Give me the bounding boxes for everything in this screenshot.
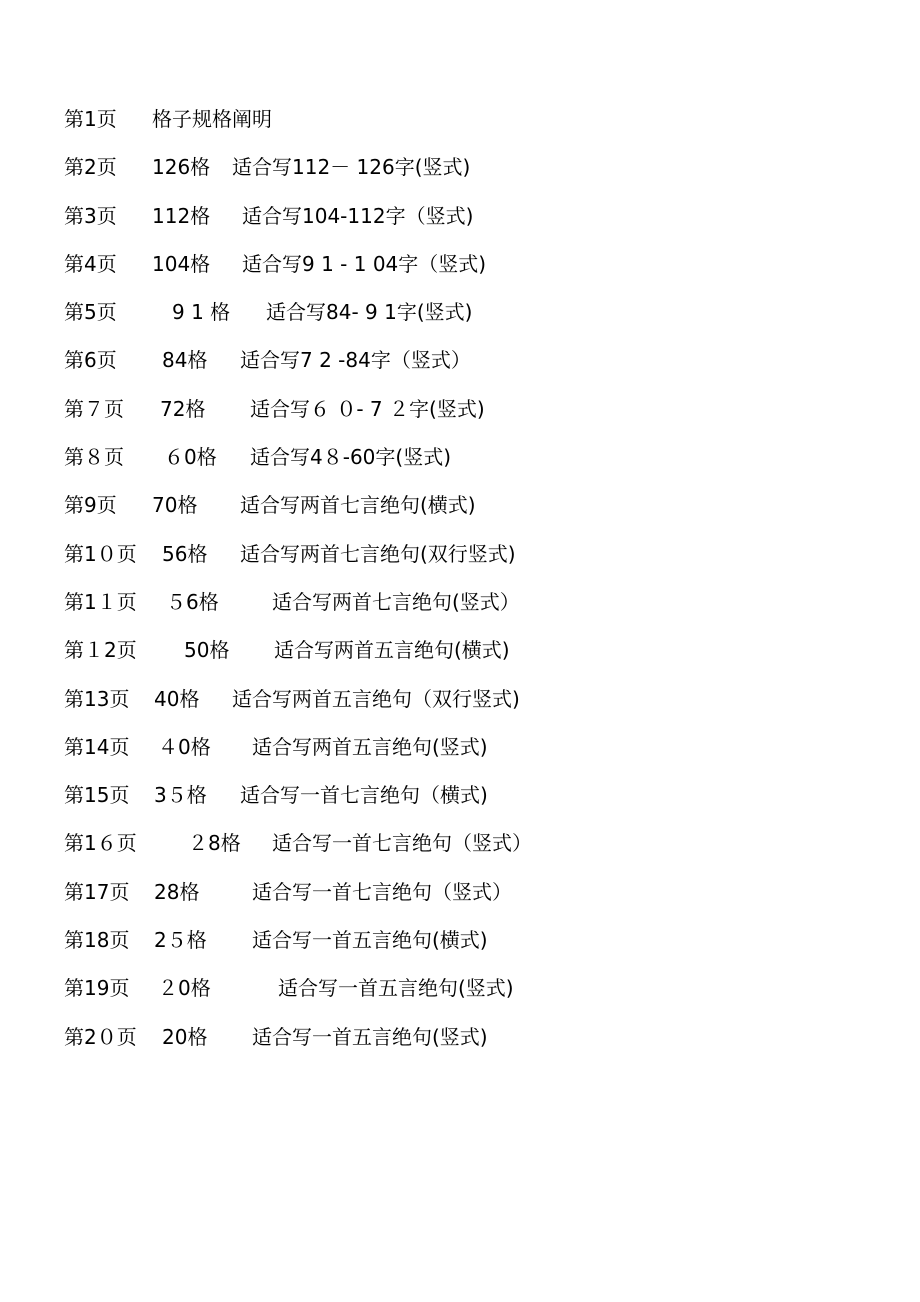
- list-item: [64, 103, 864, 151]
- list-item: [64, 200, 864, 248]
- grid-count: 70格: [152, 493, 198, 518]
- grid-count: ２0格: [158, 976, 211, 1001]
- list-item: [64, 393, 864, 441]
- page-number: 第８页: [64, 445, 124, 470]
- page-number: 第1页: [64, 107, 117, 131]
- list-item: [64, 441, 864, 489]
- grid-count: ４0格: [158, 734, 211, 759]
- list-item: [64, 779, 864, 827]
- page-number: 第13页: [64, 686, 130, 711]
- list-item: [64, 538, 864, 586]
- description: 适合写一首七言绝句（竖式）: [252, 879, 512, 904]
- grid-count: ５6格: [166, 589, 219, 614]
- description: 适合写两首七言绝句(横式): [240, 493, 476, 518]
- page-number: 第17页: [64, 879, 130, 904]
- page-number: 第19页: [64, 976, 130, 1001]
- description: 适合写两首五言绝句(竖式): [252, 734, 488, 759]
- page-number: 第5页: [64, 300, 117, 325]
- page-number: 第3页: [64, 203, 117, 228]
- description: 适合写６ ０- 7 ２字(竖式): [250, 396, 485, 421]
- list-item: [64, 248, 864, 296]
- grid-count: 56格: [162, 541, 208, 566]
- page-number: 第７页: [64, 396, 124, 421]
- list-item: [64, 634, 864, 682]
- page-number: 第2页: [64, 155, 117, 180]
- description: 适合写84- 9 1字(竖式): [266, 300, 473, 325]
- description: 适合写一首七言绝句（横式): [240, 783, 488, 808]
- grid-count: 84格: [162, 348, 208, 373]
- list-item: [64, 827, 864, 875]
- page-number: 第1１页: [64, 589, 137, 614]
- description: 适合写一首七言绝句（竖式）: [272, 831, 532, 856]
- grid-count: 9 1 格: [172, 300, 231, 325]
- page-number: 第2０页: [64, 1024, 137, 1049]
- grid-count: 72格: [160, 396, 206, 421]
- page-number: 第1６页: [64, 831, 137, 856]
- grid-count: 126格: [152, 155, 211, 180]
- list-item: [64, 683, 864, 731]
- list-item: [64, 1021, 864, 1069]
- grid-count: ２8格: [188, 831, 241, 856]
- grid-count: 2５格: [154, 928, 207, 953]
- page-number: 第6页: [64, 348, 117, 373]
- description: 适合写112－ 126字(竖式): [232, 155, 471, 180]
- grid-count: 3５格: [154, 783, 207, 808]
- grid-count: 格子规格阐明: [152, 107, 272, 131]
- grid-count: ６0格: [164, 445, 217, 470]
- list-item: [64, 344, 864, 392]
- grid-count: 20格: [162, 1024, 208, 1049]
- page-number: 第9页: [64, 493, 117, 518]
- list-item: [64, 151, 864, 199]
- list-item: [64, 972, 864, 1020]
- description: 适合写4８-60字(竖式): [250, 445, 451, 470]
- description: 适合写两首五言绝句(横式): [274, 638, 510, 663]
- grid-count: 50格: [184, 638, 230, 663]
- description: 适合写两首五言绝句（双行竖式): [232, 686, 520, 711]
- list-item: [64, 489, 864, 537]
- page-spec-list: [64, 103, 864, 1069]
- description: 适合写一首五言绝句(横式): [252, 928, 488, 953]
- list-item: [64, 296, 864, 344]
- grid-count: 40格: [154, 686, 200, 711]
- grid-count: 28格: [154, 879, 200, 904]
- page-number: 第18页: [64, 928, 130, 953]
- page-number: 第4页: [64, 251, 117, 276]
- description: 适合写两首七言绝句(竖式）: [272, 589, 520, 614]
- list-item: [64, 876, 864, 924]
- list-item: [64, 586, 864, 634]
- grid-count: 112格: [152, 203, 211, 228]
- page-number: 第1０页: [64, 541, 137, 566]
- list-item: [64, 924, 864, 972]
- description: 适合写9 1 - 1 04字（竖式): [242, 251, 487, 276]
- description: 适合写7 2 -84字（竖式）: [240, 348, 471, 373]
- page-number: 第14页: [64, 734, 130, 759]
- description: 适合写一首五言绝句(竖式): [252, 1024, 488, 1049]
- description: 适合写一首五言绝句(竖式): [278, 976, 514, 1001]
- description: 适合写104-112字（竖式): [242, 203, 474, 228]
- description: 适合写两首七言绝句(双行竖式): [240, 541, 516, 566]
- grid-count: 104格: [152, 251, 211, 276]
- list-item: [64, 731, 864, 779]
- page-number: 第15页: [64, 783, 130, 808]
- page-number: 第１2页: [64, 638, 137, 663]
